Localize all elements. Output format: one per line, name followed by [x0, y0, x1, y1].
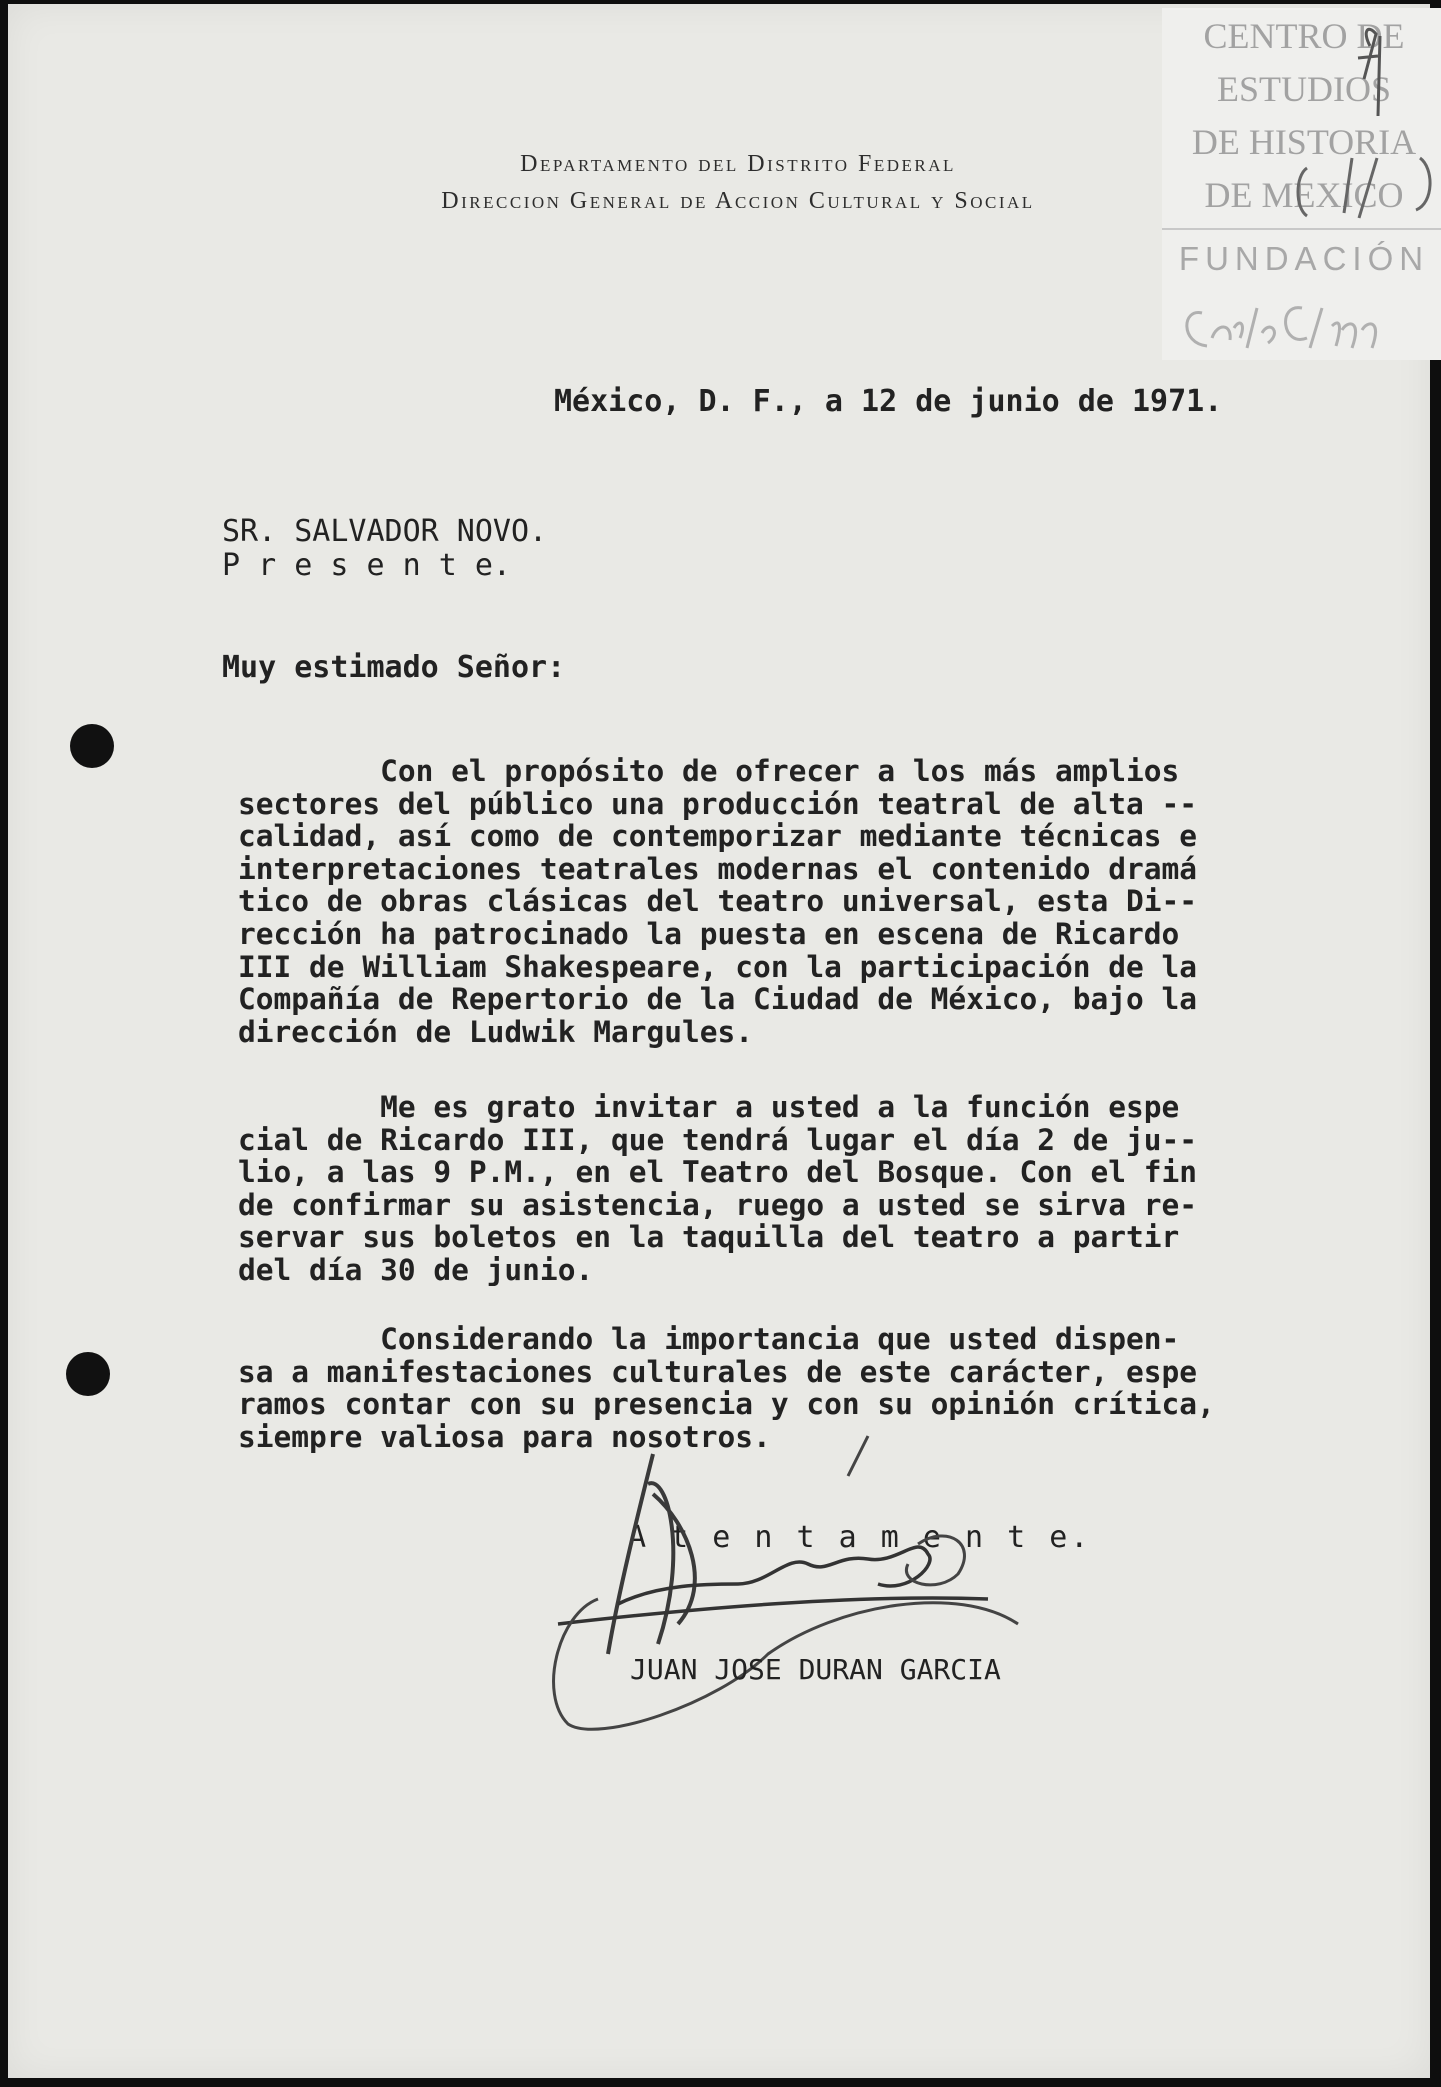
letterhead	[338, 146, 1138, 220]
archive-stamp	[1162, 8, 1441, 360]
body-line: de confirmar su asistencia, ruego a usted se sirva re-	[238, 1187, 1198, 1222]
body-line: sa a manifestaciones culturales de este carácter, espe	[238, 1354, 1198, 1389]
body-line: interpretaciones teatrales modernas el contenido dramá	[238, 851, 1198, 886]
stamp-line-2: ESTUDIOS	[1216, 69, 1391, 109]
body-line: del día 30 de junio.	[238, 1253, 594, 1287]
letterhead-line-2: Direccion General de Accion Cultural y Social	[441, 188, 1035, 214]
body-line: cial de Ricardo III, que tendrá lugar el día 2 de ju--	[238, 1122, 1198, 1157]
body-line: III de William Shakespeare, con la participación de la	[238, 949, 1198, 984]
signatory-name: JUAN JOSE DURAN GARCIA	[630, 1653, 1001, 1686]
stamp-line-1: CENTRO DE	[1203, 16, 1405, 56]
stamp-line-3: DE HISTORIA	[1191, 122, 1417, 162]
body-line: sectores del público una producción teatral de alta --	[238, 786, 1198, 821]
body-line: siempre valiosa para nosotros.	[238, 1419, 771, 1454]
letter-page	[8, 4, 1430, 2078]
punch-hole-top	[70, 724, 114, 768]
stamp-signature-logo	[1162, 8, 1441, 360]
body-line: Me es grato invitar a usted a la función espe	[238, 1090, 1180, 1124]
body-line: tico de obras clásicas del teatro universal, esta Di--	[238, 884, 1198, 919]
body-line: rección ha patrocinado la puesta en escena de Ricardo	[238, 917, 1180, 951]
body-line: calidad, así como de contemporizar mediante técnicas e	[238, 819, 1198, 854]
stamp-foundation: FUNDACIÓN	[1178, 240, 1430, 277]
letterhead-line-1: Departamento del Distrito Federal	[520, 151, 956, 177]
stamp-line-4: DE MEXICO	[1204, 175, 1404, 215]
body-line: servar sus boletos en la taquilla del teatro a partir	[238, 1220, 1180, 1255]
body-line: Con el propósito de ofrecer a los más amplios	[238, 754, 1180, 788]
body-line: Compañía de Repertorio de la Ciudad de México, bajo la	[238, 982, 1198, 1017]
body-line: Considerando la importancia que usted dispen-	[238, 1322, 1180, 1356]
date-line: México, D. F., a 12 de junio de 1971.	[554, 384, 1223, 419]
punch-hole-bottom	[66, 1352, 110, 1396]
handwritten-signature	[538, 1434, 1338, 1734]
recipient-name: SR. SALVADOR NOVO.	[222, 514, 548, 549]
body-line: dirección de Ludwik Margules.	[238, 1014, 754, 1049]
closing: A t e n t a m e n t e.	[628, 1520, 1092, 1555]
salutation: Muy estimado Señor:	[222, 650, 566, 685]
body-line: lio, a las 9 P.M., en el Teatro del Bosque. Con el fin	[238, 1155, 1198, 1190]
recipient-presente: P r e s e n t e.	[222, 548, 511, 583]
body-line: ramos contar con su presencia y con su opinión crítica,	[238, 1387, 1215, 1422]
